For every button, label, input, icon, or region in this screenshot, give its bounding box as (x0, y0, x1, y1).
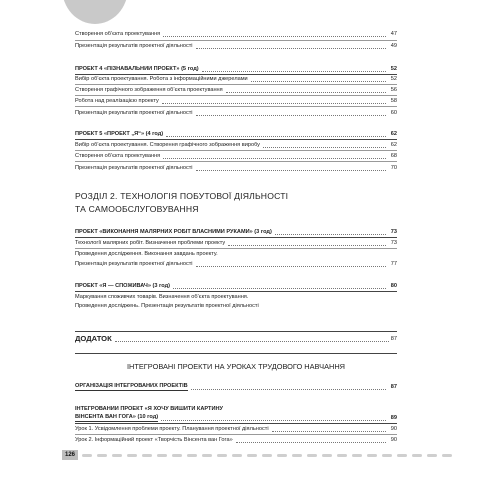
toc-page-number: 52 (390, 76, 397, 82)
toc-item-title: Створення об’єкта проектування (75, 153, 161, 159)
toc-page-number: 70 (390, 165, 397, 171)
integrated-projects-heading: ІНТЕГРОВАНІ ПРОЕКТИ НА УРОКАХ ТРУДОВОГО НАВЧАННЯ (126, 362, 346, 371)
dot-leader (115, 341, 389, 342)
toc-project-title: ОРГАНІЗАЦІЯ ІНТЕГРОВАНИХ ПРОЕКТІВ (75, 383, 188, 389)
dot-leader (196, 48, 386, 49)
toc-project-title: ІНТЕГРОВАНИЙ ПРОЕКТ «Я ХОЧУ ВИШИТИ КАРТИНУ (75, 406, 223, 412)
divider (75, 40, 397, 41)
toc-item-title: Створення графічного зображення об’єкта проектування (75, 87, 223, 93)
appendix-title: ДОДАТОК (75, 334, 112, 343)
toc-page-number: 90 (390, 426, 397, 432)
toc-row[interactable] (75, 76, 397, 83)
dot-leader (196, 266, 386, 267)
toc-page-number: 73 (390, 229, 397, 235)
toc-page-number: 52 (390, 66, 397, 72)
dot-leader (272, 431, 386, 432)
toc-page-number: 49 (390, 43, 397, 49)
dot-leader (226, 92, 386, 93)
toc-row[interactable] (75, 153, 397, 160)
toc-page-number: 58 (390, 98, 397, 104)
toc-page-number: 60 (390, 110, 397, 116)
divider (75, 291, 397, 292)
toc-project-heading[interactable] (75, 131, 397, 138)
decorative-corner-shape (62, 0, 128, 24)
toc-page-number: 68 (390, 153, 397, 159)
dot-leader (228, 245, 386, 246)
dot-leader (236, 442, 386, 443)
toc-page-number: 89 (390, 415, 397, 421)
dot-leader (196, 115, 386, 116)
toc-item-title: Проведення дослідження. Виконання завдань проекту. (75, 251, 218, 257)
toc-row[interactable] (75, 98, 397, 105)
toc-item-title: Робота над реалізацією проекту (75, 98, 159, 104)
decorative-dash-bar (82, 454, 452, 457)
toc-item-title: Презентація результатів проектної діяльності (75, 261, 193, 267)
dot-leader (275, 234, 386, 235)
dot-leader (196, 170, 386, 171)
toc-project-title: ПРОЕКТ 5 «ПРОЕКТ „Я“» (4 год) (75, 131, 164, 137)
toc-row[interactable] (75, 31, 397, 38)
dot-leader (173, 288, 386, 289)
dot-leader (251, 81, 386, 82)
dot-leader (202, 71, 386, 72)
divider (75, 95, 397, 96)
toc-row[interactable] (75, 437, 397, 444)
toc-project-title: ПРОЕКТ «ВИКОНАННЯ МАЛЯРНИХ РОБІТ ВЛАСНИМИ РУКАМИ» (3 год) (75, 229, 272, 235)
dot-leader (163, 36, 386, 37)
toc-item-title: Презентація результатів проектної діяльності (75, 43, 193, 49)
divider (75, 84, 397, 85)
toc-row[interactable] (75, 294, 397, 301)
dot-leader (166, 136, 386, 137)
divider (75, 106, 397, 107)
toc-row[interactable] (75, 110, 397, 117)
page-number: 126 (62, 450, 78, 460)
toc-item-title: Маркування споживчих товарів. Визначення об’єкта проектування. (75, 294, 249, 300)
dot-leader (163, 158, 386, 159)
toc-project-heading[interactable] (75, 283, 397, 290)
toc-page-number: 77 (390, 261, 397, 267)
divider (75, 74, 397, 75)
dot-leader (263, 147, 386, 148)
section-title: РОЗДІЛ 2. ТЕХНОЛОГІЯ ПОБУТОВОЇ ДІЯЛЬНОСТІ (75, 191, 289, 201)
divider (75, 161, 397, 162)
divider (75, 423, 397, 424)
toc-item-title: Урок 2. Інформаційний проект «Творчість Вінсента ван Гога» (75, 437, 233, 443)
toc-row[interactable] (75, 261, 397, 268)
toc-row[interactable] (75, 303, 397, 310)
toc-row[interactable] (75, 165, 397, 172)
toc-page-number: 90 (390, 437, 397, 443)
toc-row[interactable] (75, 87, 397, 94)
toc-project-heading[interactable] (75, 229, 397, 236)
divider (75, 248, 397, 249)
section-title: ТА САМООБСЛУГОВУВАННЯ (75, 204, 199, 214)
toc-page-number: 80 (390, 283, 397, 289)
toc-project-title: ПРОЕКТ «Я — СПОЖИВАЧ» (3 год) (75, 283, 171, 289)
toc-row[interactable] (75, 240, 397, 247)
toc-item-title: Презентація результатів проектної діяльності (75, 165, 193, 171)
toc-project-heading[interactable] (75, 383, 397, 391)
toc-project-heading[interactable] (75, 66, 397, 73)
divider (75, 237, 397, 238)
toc-project-title: ПРОЕКТ 4 «ПІЗНАВАЛЬНИЙ ПРОЕКТ» (5 год) (75, 66, 199, 72)
toc-project-heading[interactable] (75, 406, 397, 413)
toc-page-number: 87 (390, 384, 397, 390)
toc-project-heading[interactable] (75, 414, 397, 422)
toc-item-title: Вибір об’єкта проектування. Робота з інформаційними джерелами (75, 76, 248, 82)
divider (75, 139, 397, 140)
toc-page-number: 62 (390, 142, 397, 148)
toc-row[interactable] (75, 43, 397, 50)
page-footer (62, 449, 458, 461)
toc-page-number: 62 (390, 131, 397, 137)
toc-page-number: 73 (390, 240, 397, 246)
toc-page-number: 47 (390, 31, 397, 37)
toc-project-title: ВІНСЕНТА ВАН ГОГА» (10 год) (75, 414, 159, 420)
toc-row[interactable] (75, 251, 397, 258)
toc-item-title: Технології малярних робіт. Визначення проблеми проекту (75, 240, 226, 246)
dot-leader (161, 420, 386, 421)
dot-leader (162, 103, 386, 104)
toc-item-title: Створення об’єкта проектування (75, 31, 161, 37)
toc-page-number: 87 (390, 336, 397, 342)
toc-row[interactable] (75, 142, 397, 149)
toc-item-title: Урок 1. Усвідомлення проблеми проекту. Планування проектної діяльності (75, 426, 269, 432)
dot-leader (191, 389, 386, 390)
toc-appendix-heading[interactable] (75, 334, 397, 344)
toc-page-number: 56 (390, 87, 397, 93)
divider (75, 353, 397, 354)
toc-item-title: Проведення досліджень. Презентація результатів проектної діяльності (75, 303, 259, 309)
divider (75, 434, 397, 435)
divider (75, 150, 397, 151)
toc-item-title: Презентація результатів проектної діяльності (75, 110, 193, 116)
toc-row[interactable] (75, 426, 397, 433)
divider (75, 331, 397, 332)
toc-item-title: Вибір об’єкта проектування. Створення графічного зображення виробу (75, 142, 260, 148)
